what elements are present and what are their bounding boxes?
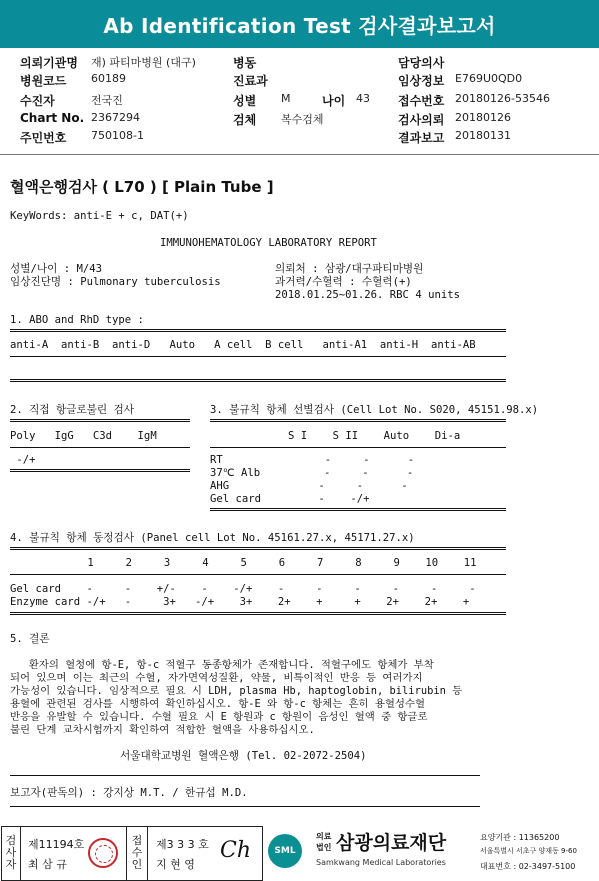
- reporter-divider-bottom: [10, 806, 480, 807]
- requester: 의뢰처 : 삼광/대구파티마병원: [275, 263, 424, 275]
- tester-name: 최 삼 규: [28, 858, 67, 871]
- approver-number: 제3 3 3 호: [156, 838, 209, 851]
- request-date-value: 20180126: [455, 111, 511, 124]
- receipt-no-label: 접수번호: [398, 94, 445, 108]
- request-date-label: 검사의뢰: [398, 113, 445, 127]
- screen-row-ahg: AHG - - -: [210, 480, 408, 492]
- org-prefix1: 의료: [316, 832, 332, 841]
- sex-label: 성별: [233, 94, 257, 108]
- ward-label: 병동: [233, 56, 257, 70]
- screen-row-alb: 37℃ Alb - - -: [210, 467, 414, 479]
- org-phone: 대표번호 : 02-3497-5100: [480, 862, 576, 871]
- conclusion-line: 되어 있으며 이는 최근의 수혈, 자가면역성질환, 약물, 비특이적인 반응 등 여러가지: [10, 672, 423, 684]
- approver-name: 지 현 영: [156, 858, 195, 871]
- reporter-divider-top: [10, 775, 480, 776]
- dat-result: -/+: [10, 454, 36, 466]
- conclusion-line: 환자의 혈청에 항-E, 항-c 적혈구 동종항체가 존재합니다. 적혈구에도 항체가 부착: [10, 659, 434, 671]
- patient-value: 전국진: [91, 94, 123, 107]
- tester-seal-icon: [88, 838, 118, 868]
- org-prefix2: 법인: [316, 843, 332, 852]
- sml-logo-icon: SML: [268, 834, 302, 868]
- org-address: 서울특별시 서초구 양재동 9-60: [480, 847, 577, 855]
- panel-header: 1 2 3 4 5 6 7 8 9 10 11: [30, 557, 477, 569]
- reporter: 보고자(판독의) : 강지상 M.T. / 한규섭 M.D.: [10, 787, 248, 799]
- screen-divider-top: [210, 419, 506, 422]
- patient-label: 수진자: [20, 94, 55, 108]
- transfusion-history: 과거력/수혈력 : 수혈력(+): [275, 276, 412, 288]
- clinical-info-value: E769U0QD0: [455, 72, 523, 85]
- transfusion-detail: 2018.01.25~01.26. RBC 4 units: [275, 289, 460, 301]
- report-title: Ab Identification Test 검사결과보고서: [0, 0, 599, 48]
- diagnosis: 임상진단명 : Pulmonary tuberculosis: [10, 276, 221, 288]
- resident-no-value: 750108-1: [91, 129, 144, 142]
- screen-row-rt: RT - - -: [210, 454, 415, 466]
- specimen-value: 복수검체: [281, 113, 324, 126]
- abo-divider-bottom: [10, 379, 506, 382]
- panel-title: 4. 불규칙 항체 동정검사 (Panel cell Lot No. 45161.27.x, 45171.27.x): [10, 532, 415, 544]
- chart-no-value: 2367294: [91, 111, 140, 124]
- org-name-en: Samkwang Medical Laboratories: [316, 858, 446, 867]
- conclusion-line: 불린 단계 교차시험까지 확인하여 적합한 혈액을 사용하십시오.: [10, 724, 315, 736]
- screen-title: 3. 불규칙 항체 선별검사 (Cell Lot No. S020, 45151.98.x): [210, 404, 539, 416]
- clinical-info-label: 임상정보: [398, 74, 445, 88]
- hospital-contact: 서울대학교병원 혈액은행 (Tel. 02-2072-2504): [120, 750, 367, 762]
- resident-no-label: 주민번호: [20, 131, 67, 145]
- sex-value: M: [281, 92, 291, 105]
- hospital-code-value: 60189: [91, 72, 126, 85]
- department-label: 진료과: [233, 74, 268, 88]
- hospital-name-value: 재) 파티마병원 (대구): [91, 56, 196, 69]
- approver-label: 접수인: [131, 834, 143, 871]
- doctor-label: 담당의사: [398, 56, 445, 70]
- abo-header: anti-A anti-B anti-D Auto A cell B cell anti-A1 anti-H anti-AB: [10, 339, 476, 351]
- panel-divider-mid: [10, 574, 506, 575]
- dat-divider-top: [10, 419, 190, 422]
- hospital-code-label: 병원코드: [20, 74, 67, 88]
- screen-divider-mid: [210, 447, 506, 448]
- keywords: KeyWords: anti-E + c, DAT(+): [10, 210, 189, 222]
- dat-header: Poly IgG C3d IgM: [10, 430, 157, 442]
- abo-title: 1. ABO and RhD type :: [10, 314, 144, 326]
- screen-divider-bottom: [210, 508, 506, 511]
- dat-divider-bottom: [10, 469, 190, 472]
- panel-divider-top: [10, 547, 506, 550]
- panel-row-gel: Gel card - - +/- - -/+ - - - - - -: [10, 583, 476, 595]
- dat-divider-mid: [10, 447, 190, 448]
- conclusion-line: 반응을 유발할 수 있습니다. 수혈 필요 시 E 항원과 c 항원이 음성인 혈액 중 항글로: [10, 711, 428, 723]
- lab-report-title: IMMUNOHEMATOLOGY LABORATORY REPORT: [160, 237, 377, 249]
- conclusion-line: 가능성이 있습니다. 임상적으로 필요 시 LDH, plasma Hb, haptoglobin, bilirubin 등: [10, 685, 463, 697]
- signature: Ch: [220, 838, 252, 863]
- tester-number: 제11194호: [28, 838, 85, 851]
- age-value: 43: [356, 92, 370, 105]
- screen-row-gel: Gel card - -/+: [210, 493, 370, 505]
- receipt-no-value: 20180126-53546: [455, 92, 550, 105]
- screen-header: S I S II Auto Di-a: [288, 430, 461, 442]
- specimen-label: 검체: [233, 113, 257, 127]
- chart-no-label: Chart No.: [20, 111, 85, 125]
- hospital-name-label: 의뢰기관명: [20, 56, 78, 70]
- age-label: 나이: [322, 94, 346, 108]
- dat-title: 2. 직접 항글로불린 검사: [10, 404, 134, 416]
- header-divider: [0, 154, 599, 155]
- conclusion-line: 용혈에 관련된 검사를 시행하여 확인하십시오. 항-E 와 항-c 항체는 흔히 용혈성수혈: [10, 698, 426, 710]
- section-title: 혈액은행검사 ( L70 ) [ Plain Tube ]: [10, 178, 274, 196]
- report-date-label: 결과보고: [398, 131, 445, 145]
- panel-row-enzyme: Enzyme card -/+ - 3+ -/+ 3+ 2+ + + 2+ 2+ +: [10, 596, 470, 608]
- conclusion-title: 5. 결론: [10, 633, 50, 645]
- abo-divider-top: [10, 329, 506, 332]
- patient-sex-age: 성별/나이 : M/43: [10, 263, 102, 275]
- org-code: 요양기관 : 11365200: [480, 833, 560, 842]
- org-name: 삼광의료재단: [336, 832, 447, 854]
- footer: [0, 826, 599, 881]
- report-date-value: 20180131: [455, 129, 511, 142]
- abo-divider-mid: [10, 356, 506, 357]
- header-info: [0, 50, 599, 150]
- tester-label: 검사자: [5, 834, 17, 871]
- panel-divider-bottom: [10, 612, 506, 615]
